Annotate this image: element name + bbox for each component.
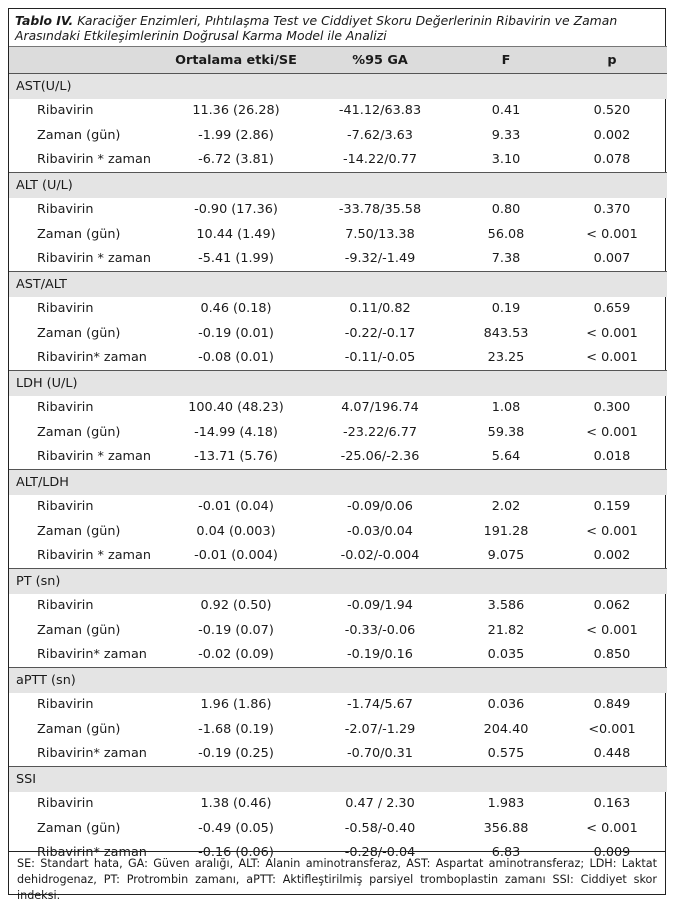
value-cell: 9.075	[487, 548, 525, 564]
table-row	[9, 495, 667, 520]
table-row	[9, 816, 667, 841]
group-title: AST/ALT	[9, 272, 667, 297]
value-cell: 3.586	[487, 598, 525, 614]
value-cell: 0.659	[593, 301, 631, 317]
group-header-row	[9, 569, 667, 594]
table-frame	[8, 8, 666, 902]
table-footnote: SE: Standart hata, GA: Güven aralığı, ALT: Alanin aminotransferaz, AST: Aspartat aminotransferaz; LDH: Laktat dehidrogenaz, PT: Protrombin zamanı, aPTT: Aktifleştirilmiş parsiyel tromboplastin zamanı SSI: Ciddiyet skor indeksi.	[9, 851, 665, 894]
value-cell: 0.448	[593, 746, 631, 762]
value-cell: -0.33/-0.06	[344, 622, 416, 638]
value-cell: -0.02 (0.09)	[198, 647, 274, 663]
value-cell: < 0.001	[586, 325, 638, 341]
row-label: Ribavirin	[37, 796, 94, 812]
table-row	[9, 222, 667, 247]
group-title: AST(U/L)	[9, 74, 667, 99]
value-cell: 0.849	[593, 697, 631, 713]
value-cell: < 0.001	[586, 226, 638, 242]
value-cell: < 0.001	[586, 350, 638, 366]
value-cell: 1.08	[491, 400, 521, 416]
value-cell: -0.70/0.31	[347, 746, 413, 762]
row-label: Ribavirin * zaman	[37, 548, 151, 564]
value-cell: -0.03/0.04	[347, 523, 413, 539]
group-title: LDH (U/L)	[9, 371, 667, 396]
value-cell: 100.40 (48.23)	[188, 400, 284, 416]
value-cell: 5.64	[491, 449, 521, 465]
value-cell: -0.09/0.06	[347, 499, 413, 515]
table-body	[9, 74, 667, 866]
row-label: Ribavirin * zaman	[37, 152, 151, 168]
value-cell: -0.09/1.94	[347, 598, 413, 614]
table-row	[9, 693, 667, 718]
header-cell: p	[557, 47, 667, 74]
caption-text: Karaciğer Enzimleri, Pıhtılaşma Test ve Ciddiyet Skoru Değerlerinin Ribavirin ve Zaman Arasındaki Etkileşimlerinin Doğrusal Karma Model ile Analizi	[15, 13, 618, 43]
value-cell: -0.49 (0.05)	[198, 820, 274, 836]
row-label: Ribavirin	[37, 103, 94, 119]
value-cell: -14.99 (4.18)	[194, 424, 278, 440]
row-label: Zaman (gün)	[37, 721, 121, 737]
value-cell: -5.41 (1.99)	[198, 251, 274, 267]
value-cell: -2.07/-1.29	[344, 721, 416, 737]
table-row	[9, 618, 667, 643]
value-cell: 204.40	[483, 721, 529, 737]
value-cell: 0.300	[593, 400, 631, 416]
value-cell: 0.078	[593, 152, 631, 168]
value-cell: < 0.001	[586, 820, 638, 836]
table-row	[9, 247, 667, 272]
value-cell: -0.08 (0.01)	[198, 350, 274, 366]
group-title: ALT/LDH	[9, 470, 667, 495]
table-row	[9, 717, 667, 742]
table-row	[9, 396, 667, 421]
group-title: ALT (U/L)	[9, 173, 667, 198]
row-label: Zaman (gün)	[37, 622, 121, 638]
value-cell: 21.82	[487, 622, 525, 638]
row-label: Ribavirin	[37, 301, 94, 317]
value-cell: -33.78/35.58	[338, 202, 422, 218]
value-cell: 356.88	[483, 820, 529, 836]
value-cell: 0.520	[593, 103, 631, 119]
table-row	[9, 445, 667, 470]
row-label: Ribavirin	[37, 598, 94, 614]
group-header-row	[9, 767, 667, 792]
value-cell: -0.28/-0.04	[344, 845, 416, 861]
group-header-row	[9, 371, 667, 396]
value-cell: 0.575	[487, 746, 525, 762]
value-cell: < 0.001	[586, 424, 638, 440]
row-label: Ribavirin	[37, 697, 94, 713]
value-cell: -23.22/6.77	[342, 424, 418, 440]
value-cell: -0.19 (0.07)	[198, 622, 274, 638]
row-label: Ribavirin* zaman	[37, 845, 147, 861]
group-header-row	[9, 173, 667, 198]
value-cell: -0.11/-0.05	[344, 350, 416, 366]
table-row	[9, 321, 667, 346]
group-title: aPTT (sn)	[9, 668, 667, 693]
row-label: Ribavirin * zaman	[37, 251, 151, 267]
value-cell: 0.163	[593, 796, 631, 812]
row-label: Ribavirin* zaman	[37, 350, 147, 366]
table-row	[9, 420, 667, 445]
value-cell: 191.28	[483, 523, 529, 539]
value-cell: 6.83	[491, 845, 521, 861]
row-label: Zaman (gün)	[37, 424, 121, 440]
value-cell: -7.62/3.63	[347, 127, 413, 143]
table-row	[9, 519, 667, 544]
row-label: Ribavirin* zaman	[37, 647, 147, 663]
value-cell: 0.018	[593, 449, 631, 465]
value-cell: 7.38	[491, 251, 521, 267]
value-cell: -1.74/5.67	[347, 697, 413, 713]
header-cell: Ortalama etki/SE	[167, 47, 305, 74]
table-row	[9, 742, 667, 767]
value-cell: 0.47 / 2.30	[345, 796, 415, 812]
value-cell: 1.38 (0.46)	[200, 796, 272, 812]
value-cell: -0.19 (0.01)	[198, 325, 274, 341]
table-row	[9, 148, 667, 173]
value-cell: -0.19/0.16	[347, 647, 413, 663]
value-cell: 0.41	[491, 103, 521, 119]
value-cell: -1.68 (0.19)	[198, 721, 274, 737]
group-header-row	[9, 668, 667, 693]
value-cell: 3.10	[491, 152, 521, 168]
value-cell: 0.19	[491, 301, 521, 317]
group-header-row	[9, 74, 667, 99]
caption-label: Tablo IV.	[15, 13, 74, 28]
results-table	[9, 46, 667, 865]
value-cell: 0.007	[593, 251, 631, 267]
table-row	[9, 99, 667, 124]
value-cell: < 0.001	[586, 523, 638, 539]
value-cell: 9.33	[491, 127, 521, 143]
value-cell: 1.983	[487, 796, 525, 812]
value-cell: -0.90 (17.36)	[194, 202, 278, 218]
value-cell: 0.92 (0.50)	[200, 598, 272, 614]
header-cell: F	[455, 47, 557, 74]
value-cell: 1.96 (1.86)	[200, 697, 272, 713]
value-cell: 0.062	[593, 598, 631, 614]
header-cell	[9, 47, 167, 74]
group-title: SSI	[9, 767, 667, 792]
table-caption	[9, 9, 665, 46]
value-cell: 843.53	[483, 325, 529, 341]
row-label: Zaman (gün)	[37, 325, 121, 341]
value-cell: <0.001	[588, 721, 636, 737]
row-label: Ribavirin* zaman	[37, 746, 147, 762]
table-row	[9, 594, 667, 619]
value-cell: 10.44 (1.49)	[196, 226, 276, 242]
table-row	[9, 198, 667, 223]
value-cell: 0.370	[593, 202, 631, 218]
table-row	[9, 792, 667, 817]
value-cell: -0.22/-0.17	[344, 325, 416, 341]
value-cell: -13.71 (5.76)	[194, 449, 278, 465]
group-title: PT (sn)	[9, 569, 667, 594]
value-cell: -0.16 (0.06)	[198, 845, 274, 861]
value-cell: 0.46 (0.18)	[200, 301, 272, 317]
value-cell: 0.002	[593, 127, 631, 143]
table-row	[9, 346, 667, 371]
value-cell: 56.08	[487, 226, 525, 242]
value-cell: -41.12/63.83	[338, 103, 422, 119]
header-row	[9, 47, 667, 74]
value-cell: -25.06/-2.36	[340, 449, 420, 465]
value-cell: 0.80	[491, 202, 521, 218]
table-row	[9, 544, 667, 569]
row-label: Zaman (gün)	[37, 820, 121, 836]
group-header-row	[9, 470, 667, 495]
value-cell: 23.25	[487, 350, 525, 366]
value-cell: 7.50/13.38	[345, 226, 415, 242]
value-cell: 0.036	[487, 697, 525, 713]
value-cell: 0.11/0.82	[349, 301, 411, 317]
group-header-row	[9, 272, 667, 297]
value-cell: -0.02/-0.004	[340, 548, 420, 564]
table-row	[9, 643, 667, 668]
row-label: Ribavirin	[37, 499, 94, 515]
row-label: Ribavirin	[37, 400, 94, 416]
table-row	[9, 123, 667, 148]
value-cell: -0.01 (0.004)	[194, 548, 278, 564]
value-cell: 0.035	[487, 647, 525, 663]
value-cell: -14.22/0.77	[342, 152, 418, 168]
row-label: Zaman (gün)	[37, 226, 121, 242]
value-cell: 0.159	[593, 499, 631, 515]
value-cell: -0.58/-0.40	[344, 820, 416, 836]
value-cell: 0.009	[593, 845, 631, 861]
value-cell: 0.002	[593, 548, 631, 564]
value-cell: 2.02	[491, 499, 521, 515]
table-row	[9, 297, 667, 322]
value-cell: 11.36 (26.28)	[192, 103, 280, 119]
value-cell: -0.01 (0.04)	[198, 499, 274, 515]
row-label: Ribavirin	[37, 202, 94, 218]
value-cell: 59.38	[487, 424, 525, 440]
value-cell: < 0.001	[586, 622, 638, 638]
value-cell: 0.850	[593, 647, 631, 663]
value-cell: -1.99 (2.86)	[198, 127, 274, 143]
row-label: Zaman (gün)	[37, 523, 121, 539]
value-cell: -6.72 (3.81)	[198, 152, 274, 168]
value-cell: -9.32/-1.49	[344, 251, 416, 267]
value-cell: -0.19 (0.25)	[198, 746, 274, 762]
value-cell: 4.07/196.74	[341, 400, 419, 416]
row-label: Zaman (gün)	[37, 127, 121, 143]
row-label: Ribavirin * zaman	[37, 449, 151, 465]
header-cell: %95 GA	[305, 47, 455, 74]
value-cell: 0.04 (0.003)	[196, 523, 276, 539]
